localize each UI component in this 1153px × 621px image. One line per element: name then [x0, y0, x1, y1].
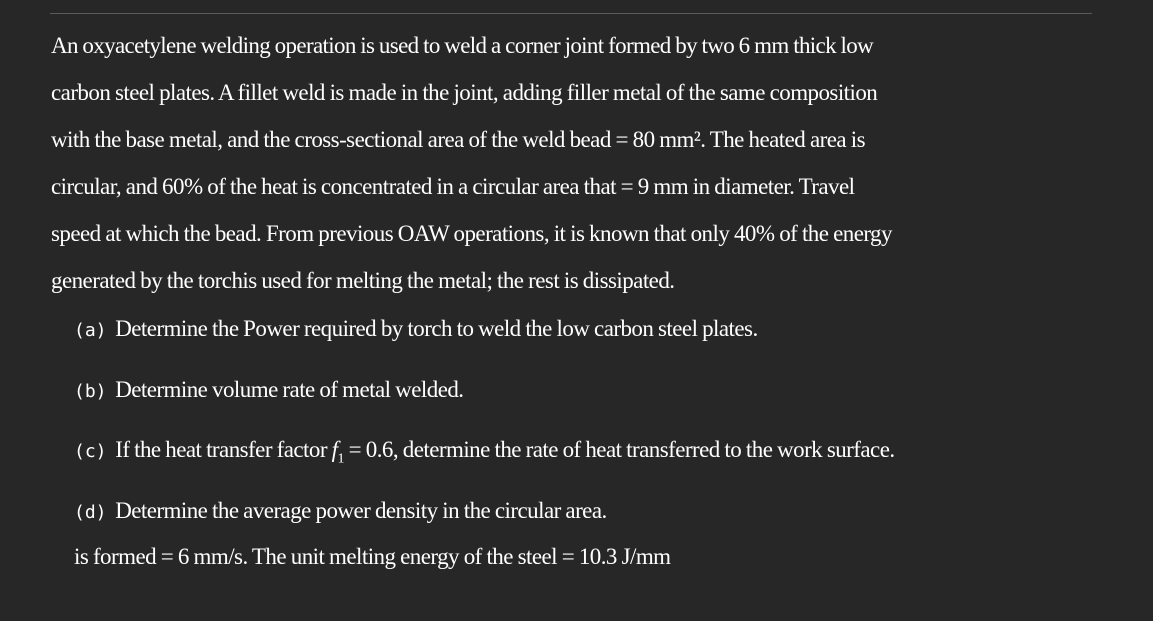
part-b-tag: (b): [74, 381, 107, 402]
problem-line-3: with the base metal, and the cross-sectional area of the weld bead = 80 mm². The heated area is: [51, 127, 865, 152]
part-d-text: Determine the average power density in the circular area.: [115, 498, 607, 523]
part-c: [74, 437, 895, 467]
part-a-tag: (a): [74, 320, 107, 341]
part-c-text-pre: If the heat transfer factor: [115, 437, 332, 462]
problem-line-5: speed at which the bead. From previous OAW operations, it is known that only 40% of the energy: [51, 221, 892, 246]
part-c-symbol: f: [331, 437, 338, 462]
problem-line-2: carbon steel plates. A fillet weld is made in the joint, adding filler metal of the same composition: [51, 80, 878, 105]
part-d: [74, 498, 607, 524]
trailing-text: is formed = 6 mm/s. The unit melting energy of the steel = 10.3 J/mm: [74, 544, 671, 569]
part-a: [74, 316, 758, 342]
problem-line-6: generated by the torchis used for melting the metal; the rest is dissipated.: [51, 268, 675, 293]
part-d-tag: (d): [74, 502, 107, 523]
part-b: [74, 377, 464, 403]
part-a-text: Determine the Power required by torch to weld the low carbon steel plates.: [115, 316, 758, 341]
part-b-text: Determine volume rate of metal welded.: [115, 377, 464, 402]
top-divider: [50, 13, 1092, 14]
problem-line-1: An oxyacetylene welding operation is used to weld a corner joint formed by two 6 mm thick low: [51, 33, 874, 58]
problem-statement: [51, 22, 1101, 304]
problem-line-4: circular, and 60% of the heat is concentrated in a circular area that = 9 mm in diameter. Travel: [51, 174, 855, 199]
part-c-subscript: 1: [337, 451, 344, 467]
part-c-text-post: = 0.6, determine the rate of heat transferred to the work surface.: [343, 437, 895, 462]
part-c-tag: (c): [74, 441, 107, 462]
